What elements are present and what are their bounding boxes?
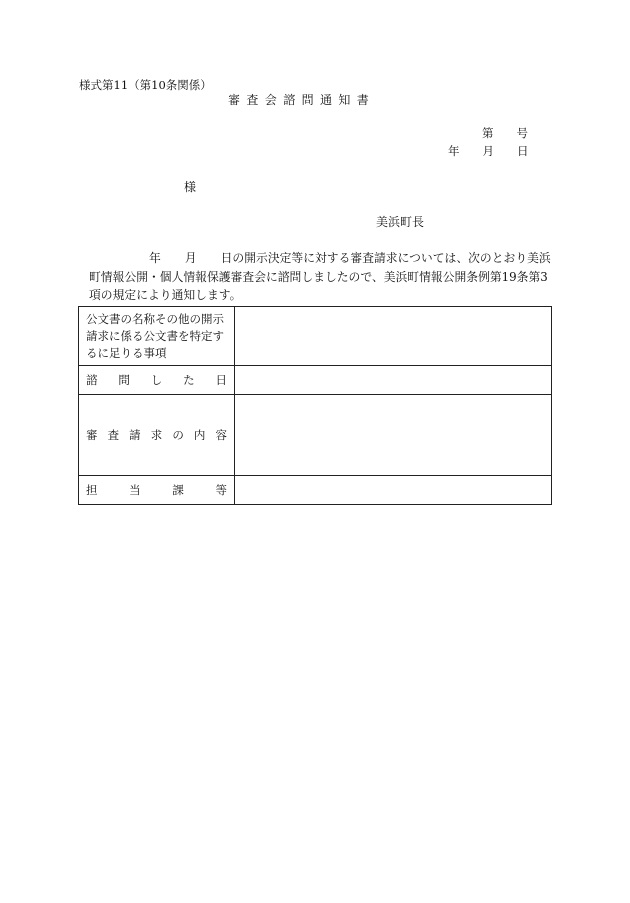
table-label-department — [79, 476, 235, 505]
label-char: た — [183, 373, 195, 387]
table-label-request-content — [79, 395, 235, 476]
addressee: 様 — [184, 180, 197, 194]
label-char: 査 — [107, 428, 120, 442]
date-month: 月 — [482, 144, 494, 158]
table-row-request-content — [79, 395, 552, 476]
table-value-department — [235, 476, 552, 505]
table-row-department — [79, 476, 552, 505]
issuer-name: 美浜町長 — [376, 215, 425, 229]
notification-table — [78, 306, 552, 505]
table-value-consultation-date — [235, 366, 552, 395]
label-char: 諮 — [86, 373, 98, 387]
document-number-dai: 第 — [482, 126, 494, 140]
document-number-go: 号 — [516, 126, 528, 140]
label-char: 等 — [215, 483, 227, 497]
table-value-request-content — [235, 395, 552, 476]
label-char: 問 — [118, 373, 130, 387]
label-char: 担 — [86, 483, 98, 497]
label-char: の — [172, 428, 184, 442]
document-number — [482, 128, 528, 140]
label-char: 求 — [150, 428, 163, 442]
label-char: 容 — [215, 428, 227, 442]
body-line-3: 項の規定により通知します。 — [89, 288, 242, 302]
document-date — [448, 146, 529, 158]
body-text — [89, 249, 559, 305]
form-number: 様式第11（第10条関係） — [79, 78, 212, 92]
table-label-document-name: 公文書の名称その他の開示請求に係る公文書を特定するに足りる事項 — [79, 307, 235, 366]
label-char: 審 — [86, 428, 98, 442]
table-row-document-name — [79, 307, 552, 366]
label-char: 内 — [193, 428, 206, 442]
table-row-consultation-date — [79, 366, 552, 395]
date-year: 年 — [448, 144, 460, 158]
label-char: 課 — [172, 483, 184, 497]
body-year: 年 — [149, 251, 161, 265]
date-day: 日 — [517, 144, 529, 158]
table-label-consultation-date — [79, 366, 235, 395]
label-char: 請 — [129, 428, 141, 442]
document-title: 審査会諮問通知書 — [228, 93, 376, 107]
body-month: 月 — [184, 251, 197, 265]
body-line-2: 町情報公開・個人情報保護審査会に諮問しましたので、美浜町情報公開条例第19条第3 — [89, 269, 548, 284]
table-value-document-name — [235, 307, 552, 366]
label-char: し — [150, 373, 163, 387]
label-char: 日 — [215, 373, 227, 387]
body-line-1: 日の開示決定等に対する審査請求については、次のとおり美浜 — [220, 251, 551, 265]
label-char: 当 — [129, 483, 141, 497]
